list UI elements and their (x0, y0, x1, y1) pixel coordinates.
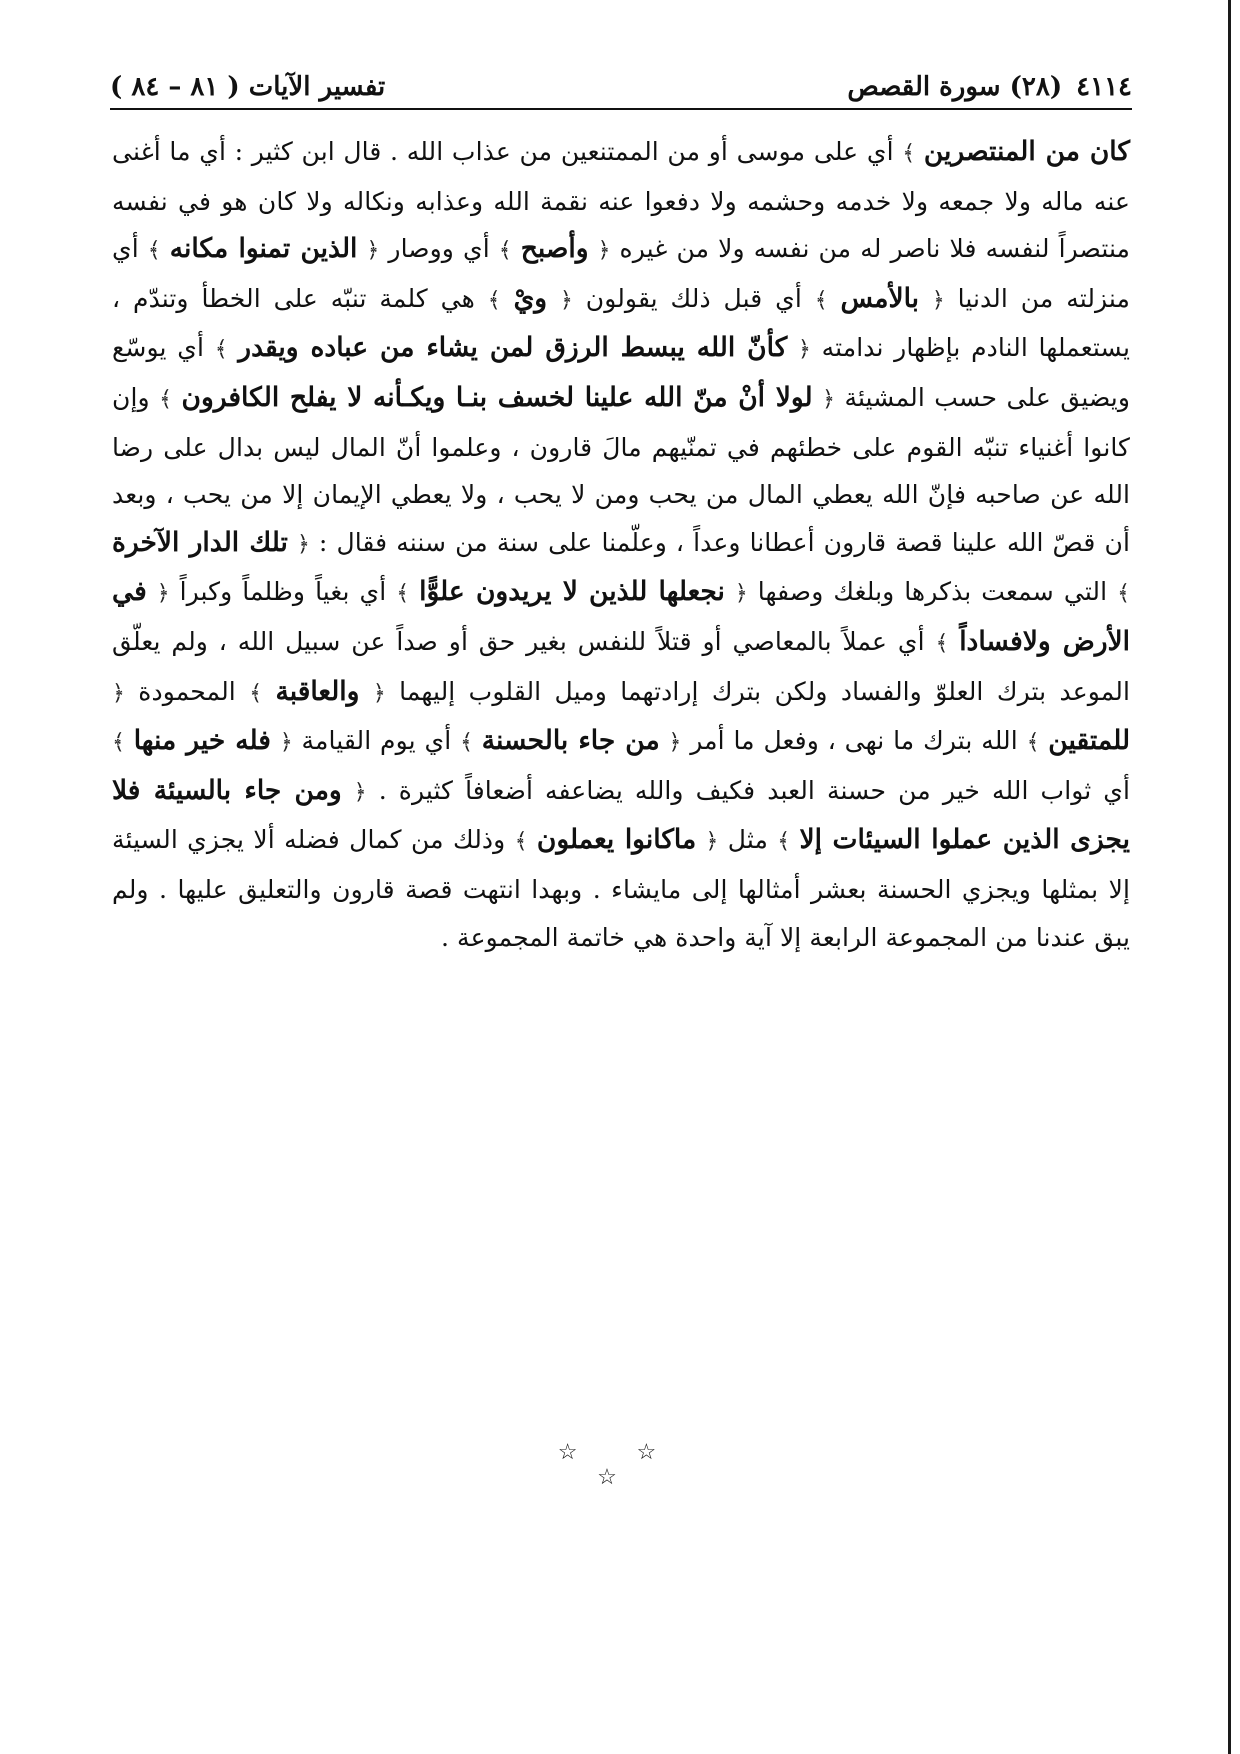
commentary-text: أي يوم القيامة (301, 726, 452, 756)
quran-quote: بالأمس (840, 282, 920, 314)
quran-quote: من جاء بالحسنة (481, 725, 660, 757)
ornate-bracket-close: ﴾ (214, 337, 228, 363)
ornate-bracket-close: ﴾ (935, 630, 949, 656)
quran-quote: ماكانوا يعملون (536, 824, 697, 856)
ornate-bracket-close: ﴾ (777, 829, 791, 855)
ornate-bracket-open: ﴿ (112, 680, 125, 706)
ornate-bracket-open: ﴿ (931, 287, 945, 313)
commentary-text: وإن كانوا أغنياء تنبّه القوم على خطئهم في تمنّيهم مالَ قارون ، وعلموا أنّ المال ليس بدال على رضا الله عن صاحبه فإنّ الله يعطي المال من يحب ومن لا يحب ، ولا يعطي الإيمان إلا من يحب ، وبعد أن قصّ الله علينا قصة قارون أعطانا وعداً ، وعلّمنا على سنة من سننه فقال : (112, 382, 1130, 557)
ornate-bracket-close: ﴾ (498, 238, 512, 264)
quran-quote: فله خير منها (133, 725, 271, 757)
commentary-text: أي ثواب الله خير من حسنة العبد فكيف والله يضاعفه أضعافاً كثيرة . (378, 775, 1130, 805)
surah-title: (٢٨) سورة القصص (847, 72, 1063, 102)
quran-quote: وأصبح (520, 233, 589, 265)
commentary-text: أي على موسى أو من الممتنعين من عذاب الله . قال ابن كثير : أي ما أغنى عنه ماله ولا جمعه ولا خدمه وحشمه ولا دفعوا عنه نقمة الله وعذابه ونكاله ولا كان هو في نفسه منتصراً لنفسه فلا ناصر له من نفسه ولا من غيره (112, 137, 1131, 264)
quran-quote: ومن جاء بالسيئة فلا يجزى الذين عملوا السيئات إلا (112, 774, 1131, 856)
end-separator-stars: ☆ ☆ ☆ (557, 1440, 683, 1490)
ornate-bracket-open: ﴿ (798, 337, 811, 363)
ornate-bracket-close: ﴾ (1026, 730, 1040, 756)
ornate-bracket-close: ﴾ (814, 287, 828, 313)
header-rule (110, 108, 1132, 110)
commentary-body (112, 128, 1130, 961)
ornate-bracket-close: ﴾ (460, 730, 473, 756)
page-header (110, 58, 1132, 102)
commentary-text: الله بترك ما نهى ، وفعل ما أمر (690, 726, 1018, 756)
ornate-bracket-open: ﴿ (366, 238, 380, 264)
ornate-bracket-open: ﴿ (559, 287, 573, 313)
quran-quote: الذين تمنوا مكانه (169, 233, 358, 265)
header-right (847, 72, 1132, 102)
commentary-text: هي كلمة تنبّه على الخطأ وتندّم ، يستعملها النادم بإظهار ندامته (112, 283, 1130, 363)
ornate-bracket-close: ﴾ (249, 680, 263, 706)
quran-quote: في الأرض ولافساداً (112, 576, 1131, 657)
page-number: ٤١١٤ (1076, 72, 1132, 102)
quran-quote: كأنّ الله يبسط الرزق لمن يشاء من عباده ويقدر (238, 332, 788, 364)
commentary-text: التي سمعت بذكرها وبلغك وصفها (757, 577, 1108, 607)
ornate-bracket-close: ﴾ (514, 829, 528, 855)
ornate-bracket-open: ﴿ (597, 238, 611, 264)
ornate-bracket-close: ﴾ (487, 287, 501, 313)
quran-quote: لولا أنْ منّ الله علينا لخسف بنـا ويكـأنه لا يفلح الكافرون (181, 381, 813, 413)
page-edge-line (1228, 0, 1231, 1754)
ornate-bracket-open: ﴿ (822, 386, 835, 412)
commentary-text: أي قبل ذلك يقولون (585, 283, 802, 313)
section-title: تفسير الآيات ( ٨١ – ٨٤ ) (110, 72, 386, 102)
ornate-bracket-close: ﴾ (159, 386, 173, 412)
ornate-bracket-close: ﴾ (902, 141, 916, 166)
quran-quote: والعاقبة (275, 675, 360, 707)
ornate-bracket-open: ﴿ (372, 680, 386, 706)
ornate-bracket-close: ﴾ (147, 238, 161, 264)
commentary-text: أي بغياً وظلماً وكبراً (179, 577, 387, 607)
commentary-text: أي ووصار (388, 234, 490, 264)
quran-quote: كان من المنتصرين (923, 136, 1130, 167)
ornate-bracket-open: ﴿ (279, 730, 293, 756)
ornate-bracket-close: ﴾ (1117, 581, 1130, 607)
commentary-text: مثل (727, 825, 768, 855)
ornate-bracket-close: ﴾ (112, 730, 125, 756)
ornate-bracket-open: ﴿ (353, 779, 367, 805)
quran-quote: للمتقين (1048, 725, 1131, 757)
ornate-bracket-open: ﴿ (156, 581, 170, 607)
quran-quote: نجعلها للذين لا يريدون علوًّا (419, 576, 725, 608)
commentary-text: أي منزلته من الدنيا (112, 234, 1131, 313)
quran-quote: ويْ (513, 282, 548, 314)
ornate-bracket-open: ﴿ (668, 730, 682, 756)
ornate-bracket-open: ﴿ (734, 581, 748, 607)
ornate-bracket-close: ﴾ (396, 581, 410, 607)
commentary-text: أي يوسّع ويضيق على حسب المشيئة (112, 333, 1130, 412)
ornate-bracket-open: ﴿ (296, 531, 310, 557)
commentary-text: أي عملاً بالمعاصي أو قتلاً للنفس بغير حق أو صداً عن سبيل الله ، ولم يعلّق الموعد بترك العلوّ والفساد ولكن بترك إرادتهما وميل القلوب إليهما (112, 626, 1130, 706)
commentary-text: وذلك من كمال فضله ألا يجزي السيئة إلا بمثلها ويجزي الحسنة بعشر أمثالها إلى مايشاء . وبهدا انتهت قصة قارون والتعليق عليها . ولم يبق عندنا من المجموعة الرابعة إلا آية واحدة هي خاتمة المجموعة . (112, 825, 1130, 952)
quran-quote: تلك الدار الآخرة (112, 526, 288, 558)
ornate-bracket-open: ﴿ (705, 829, 719, 855)
commentary-text: المحمودة (138, 676, 236, 706)
